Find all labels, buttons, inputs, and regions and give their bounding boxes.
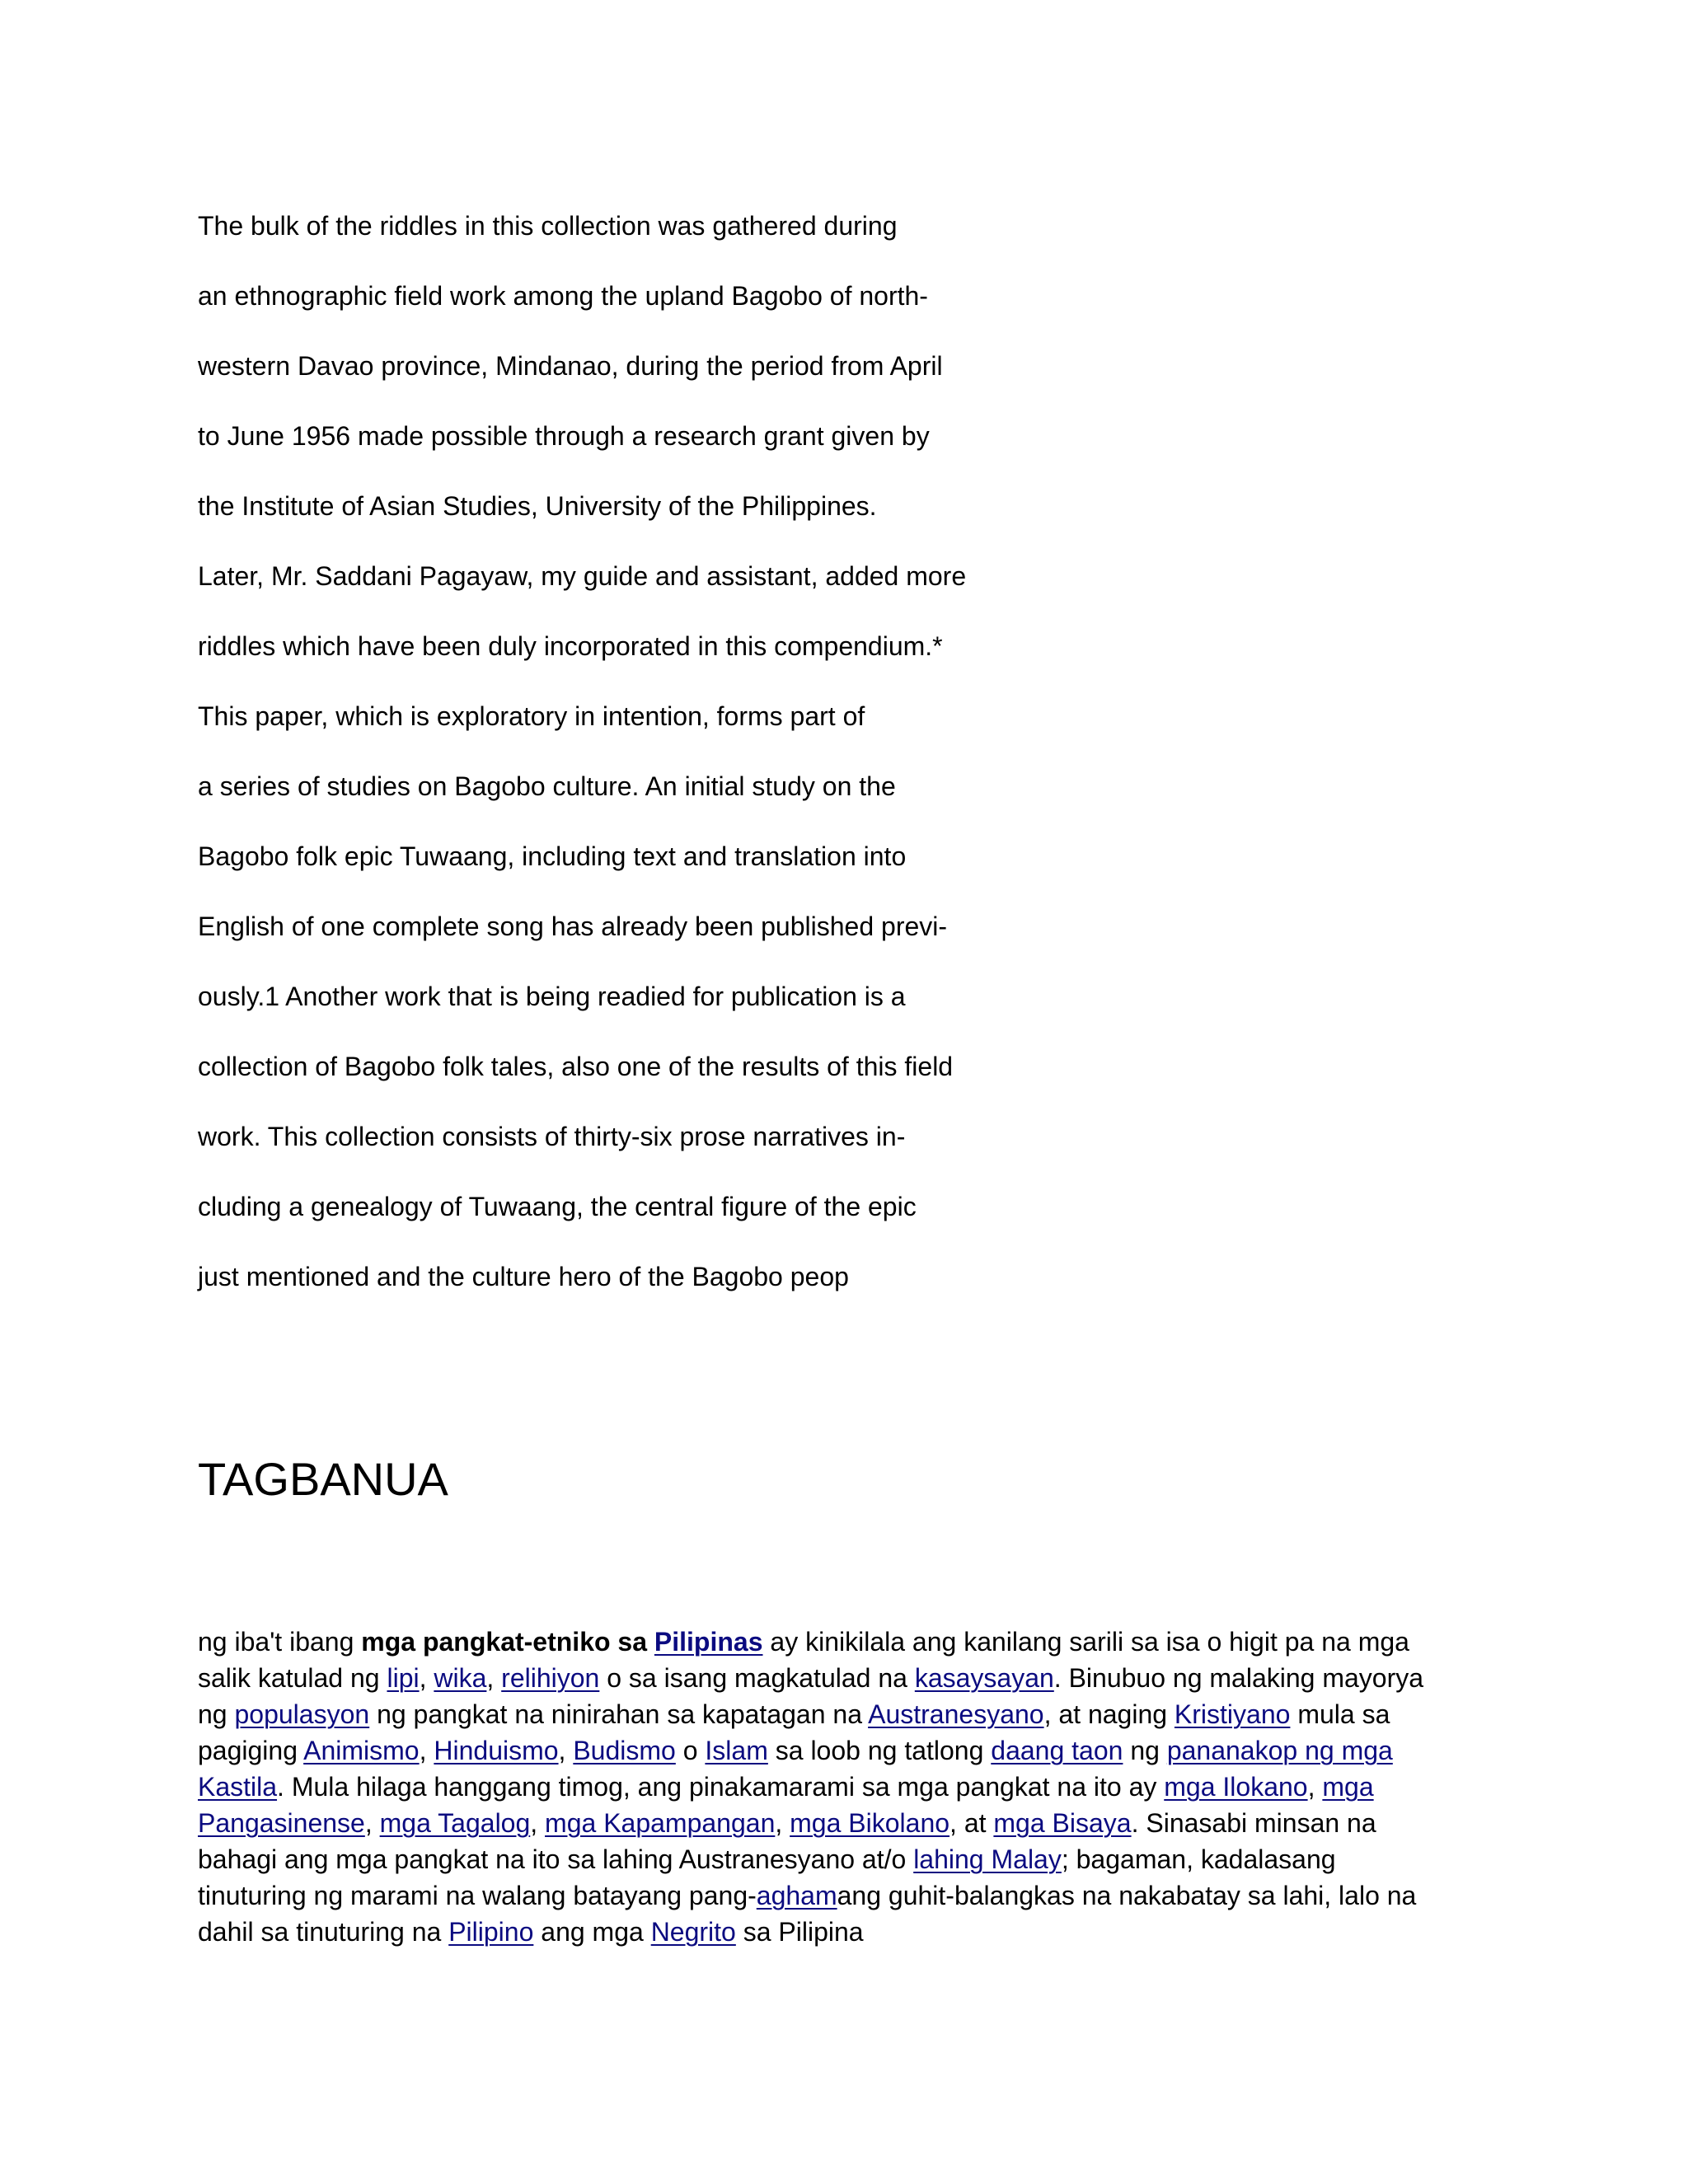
link-mga-ilokano[interactable]: mga Ilokano (1164, 1772, 1308, 1802)
text-run: ay kinikilala ang kanilang sarili sa isa o higit pa na mga (762, 1627, 1409, 1657)
text-run: ng (198, 1699, 235, 1729)
link-kristiyano[interactable]: Kristiyano (1174, 1699, 1291, 1729)
link-mga-bisaya[interactable]: mga Bisaya (993, 1808, 1132, 1838)
link-negrito[interactable]: Negrito (650, 1917, 736, 1947)
text-run: . Mula hilaga hanggang timog, ang pinakamarami sa mga pangkat na ito ay (277, 1772, 1165, 1802)
text-run: ang mga (533, 1917, 651, 1947)
intro-line: to June 1956 made possible through a research grant given by (198, 421, 930, 451)
link-mga-pangasinense-end[interactable]: Pangasinense (198, 1808, 365, 1838)
tagbanua-paragraph (198, 1624, 1500, 1950)
link-mga-bikolano[interactable]: mga Bikolano (790, 1808, 950, 1838)
link-pananakop-ng-mga[interactable]: pananakop ng mga (1166, 1736, 1393, 1765)
link-lipi[interactable]: lipi (387, 1663, 420, 1693)
intro-line: The bulk of the riddles in this collection was gathered during (198, 211, 898, 241)
text-run: mula sa (1290, 1699, 1390, 1729)
text-run: , at naging (1043, 1699, 1175, 1729)
text-run: , (775, 1808, 790, 1838)
text-run: , (558, 1736, 574, 1765)
intro-line: collection of Bagobo folk tales, also one of the results of this field (198, 1052, 954, 1081)
text-run: mga pangkat-etniko sa (361, 1627, 654, 1657)
intro-line: cluding a genealogy of Tuwaang, the central figure of the epic (198, 1192, 917, 1221)
intro-line: ously.1 Another work that is being readied for publication is a (198, 982, 906, 1011)
text-run: ang guhit-balangkas na nakabatay sa lahi, lalo na (837, 1881, 1417, 1910)
paragraph-line (198, 1660, 1500, 1696)
link-mga-tagalog[interactable]: mga Tagalog (379, 1808, 531, 1838)
link-austranesyano[interactable]: Austranesyano (868, 1699, 1044, 1729)
link-islam[interactable]: Islam (705, 1736, 768, 1765)
link-kastila[interactable]: Kastila (198, 1772, 278, 1802)
intro-line: riddles which have been duly incorporated in this compendium.* (198, 631, 943, 661)
text-run: . Sinasabi minsan na (1131, 1808, 1376, 1838)
text-run: bahagi ang mga pangkat na ito sa lahing Austranesyano at/o (198, 1844, 914, 1874)
link-budismo[interactable]: Budismo (573, 1736, 676, 1765)
link-populasyon[interactable]: populasyon (234, 1699, 370, 1729)
text-run: , (530, 1808, 546, 1838)
text-run: , (419, 1663, 434, 1693)
text-run: , (419, 1736, 434, 1765)
text-run: , (1307, 1772, 1323, 1802)
link-lahing-malay[interactable]: lahing Malay (913, 1844, 1062, 1874)
intro-line: English of one complete song has already been published previ- (198, 912, 948, 941)
text-run: salik katulad ng (198, 1663, 387, 1693)
intro-line: just mentioned and the culture hero of the Bagobo peop (198, 1262, 849, 1291)
text-run: o (675, 1736, 706, 1765)
paragraph-line (198, 1805, 1500, 1841)
intro-line: This paper, which is exploratory in intention, forms part of (198, 701, 865, 731)
link-agham[interactable]: agham (756, 1881, 837, 1910)
paragraph-line (198, 1624, 1500, 1660)
paragraph-line (198, 1841, 1500, 1877)
intro-line: work. This collection consists of thirty-six prose narratives in- (198, 1122, 906, 1151)
bold-phrase (361, 1627, 762, 1657)
link-mga-kapampangan[interactable]: mga Kapampangan (545, 1808, 776, 1838)
text-run: ng pangkat na ninirahan sa kapatagan na (369, 1699, 869, 1729)
intro-line: an ethnographic field work among the upland Bagobo of north- (198, 281, 928, 311)
text-run: ; bagaman, kadalasang (1061, 1844, 1336, 1874)
intro-line: western Davao province, Mindanao, during the period from April (198, 351, 943, 381)
link-pilipinas[interactable]: Pilipinas (654, 1627, 763, 1657)
link-daang-taon[interactable]: daang taon (991, 1736, 1123, 1765)
text-run: dahil sa tinuturing na (198, 1917, 449, 1947)
intro-line: Later, Mr. Saddani Pagayaw, my guide and assistant, added more (198, 561, 967, 591)
link-pilipino[interactable]: Pilipino (448, 1917, 534, 1947)
link-kasaysayan[interactable]: kasaysayan (914, 1663, 1054, 1693)
paragraph-line (198, 1877, 1500, 1914)
link-mga-pangasinense-start[interactable]: mga (1322, 1772, 1374, 1802)
text-run: , at (950, 1808, 994, 1838)
text-run: tinuturing ng marami na walang batayang pang- (198, 1881, 757, 1910)
text-run: pagiging (198, 1736, 304, 1765)
link-hinduismo[interactable]: Hinduismo (434, 1736, 559, 1765)
paragraph-line (198, 1914, 1500, 1950)
link-wika[interactable]: wika (434, 1663, 487, 1693)
intro-line: Bagobo folk epic Tuwaang, including text and translation into (198, 841, 907, 871)
paragraph-line (198, 1732, 1500, 1769)
text-run: ng iba't ibang (198, 1627, 362, 1657)
intro-paragraph (198, 191, 1434, 1312)
text-run: sa Pilipina (735, 1917, 864, 1947)
section-heading: TAGBANUA (198, 1453, 448, 1505)
text-run: ng (1123, 1736, 1167, 1765)
text-run: , (364, 1808, 380, 1838)
intro-line: a series of studies on Bagobo culture. An initial study on the (198, 771, 896, 801)
text-run: . Binubuo ng malaking mayorya (1053, 1663, 1424, 1693)
paragraph-line (198, 1696, 1500, 1732)
link-relihiyon[interactable]: relihiyon (501, 1663, 600, 1693)
paragraph-line (198, 1769, 1500, 1805)
link-animismo[interactable]: Animismo (303, 1736, 420, 1765)
text-run: sa loob ng tatlong (767, 1736, 992, 1765)
intro-line: the Institute of Asian Studies, University of the Philippines. (198, 491, 877, 521)
text-run: o sa isang magkatulad na (599, 1663, 915, 1693)
text-run: , (486, 1663, 502, 1693)
